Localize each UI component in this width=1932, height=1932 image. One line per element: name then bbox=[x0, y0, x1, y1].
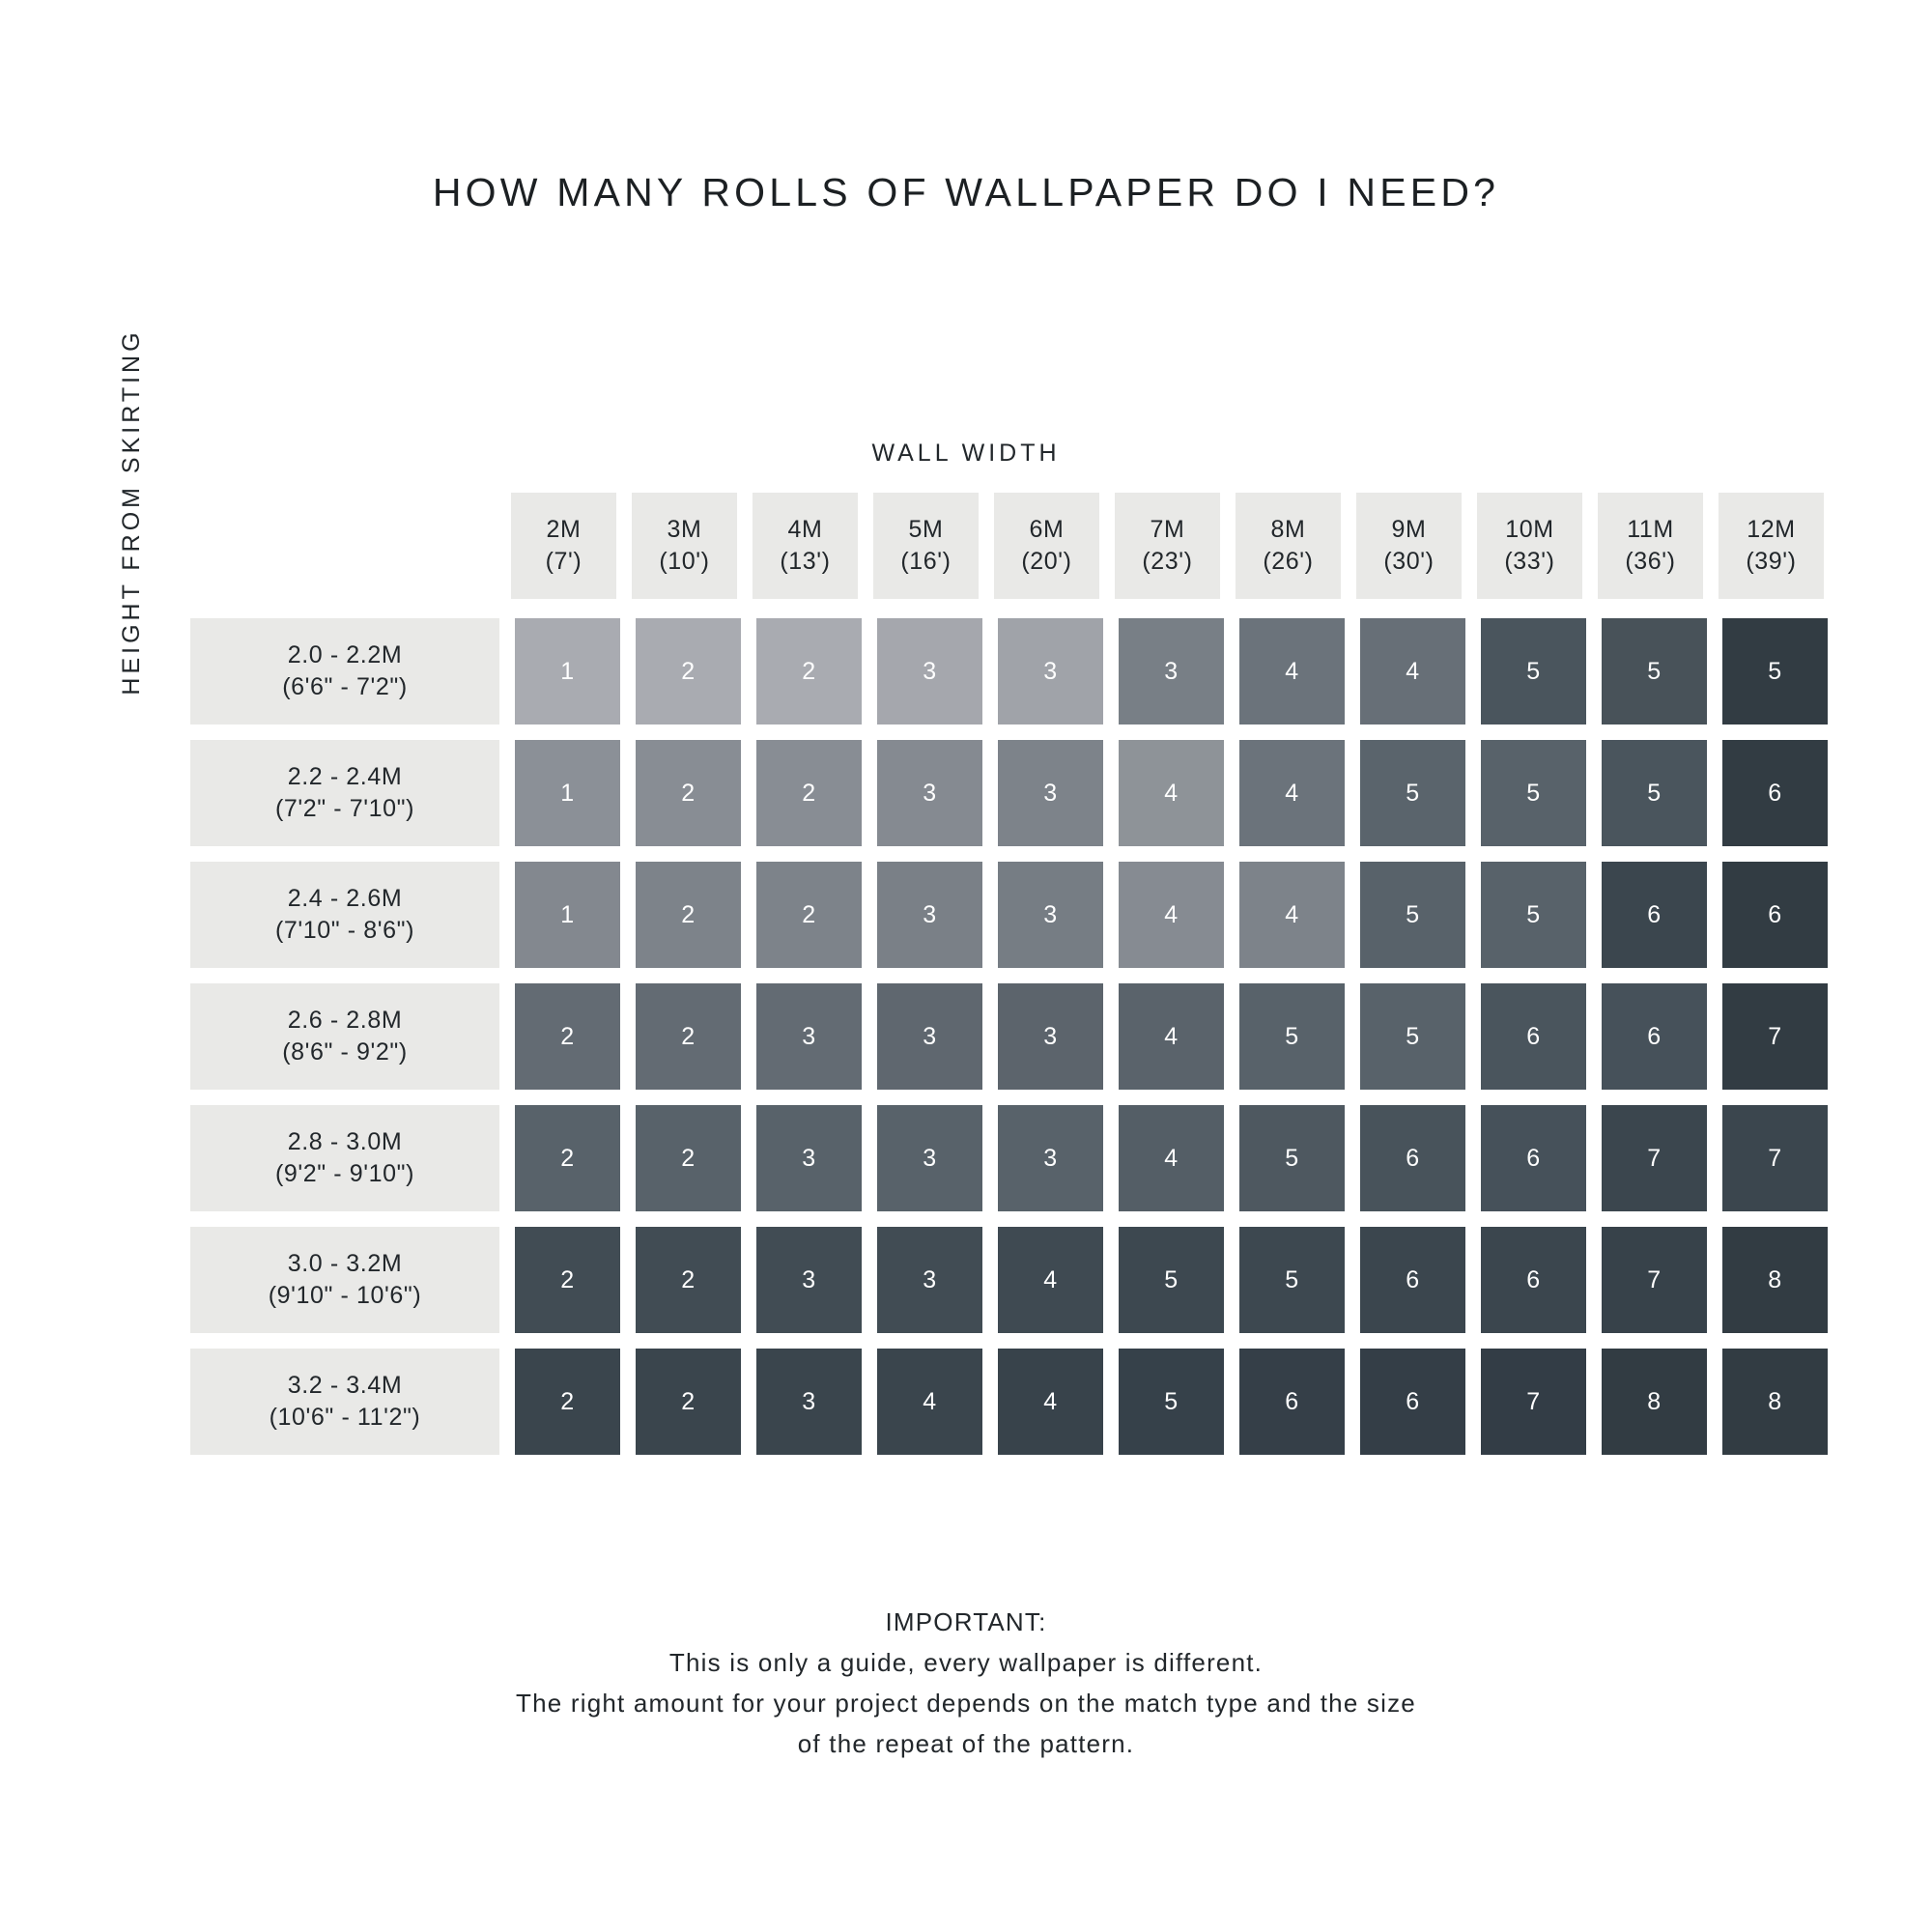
matrix-cell: 4 bbox=[1239, 862, 1345, 968]
matrix-cell: 2 bbox=[756, 618, 862, 724]
table-row bbox=[190, 1105, 1828, 1211]
matrix-cell: 1 bbox=[515, 740, 620, 846]
column-header-imperial: (36') bbox=[1625, 548, 1676, 575]
matrix-cell: 5 bbox=[1119, 1349, 1224, 1455]
matrix-cell: 2 bbox=[636, 1227, 741, 1333]
column-header bbox=[511, 493, 616, 599]
footer-heading: IMPORTANT: bbox=[885, 1607, 1047, 1636]
matrix-cell: 5 bbox=[1481, 862, 1586, 968]
matrix-cell: 2 bbox=[636, 740, 741, 846]
row-header-metric: 3.0 - 3.2M bbox=[287, 1249, 403, 1277]
matrix-cell: 7 bbox=[1722, 983, 1828, 1090]
matrix-cell: 1 bbox=[515, 618, 620, 724]
column-header bbox=[1477, 493, 1582, 599]
matrix-cell: 4 bbox=[1360, 618, 1465, 724]
matrix-cell: 4 bbox=[998, 1227, 1103, 1333]
matrix-cell: 8 bbox=[1722, 1227, 1828, 1333]
matrix-cell: 4 bbox=[1119, 983, 1224, 1090]
column-header-row bbox=[511, 493, 1824, 599]
matrix-cell: 2 bbox=[636, 1105, 741, 1211]
matrix-cell: 7 bbox=[1602, 1227, 1707, 1333]
matrix-cell: 6 bbox=[1602, 862, 1707, 968]
matrix-rows bbox=[190, 618, 1828, 1470]
matrix-cell: 6 bbox=[1360, 1349, 1465, 1455]
matrix-cell: 3 bbox=[998, 862, 1103, 968]
matrix-cell: 3 bbox=[756, 983, 862, 1090]
matrix-cell: 7 bbox=[1722, 1105, 1828, 1211]
matrix-cell: 1 bbox=[515, 862, 620, 968]
column-header-imperial: (10') bbox=[659, 548, 710, 575]
column-header-imperial: (26') bbox=[1263, 548, 1314, 575]
matrix-cell: 6 bbox=[1481, 1227, 1586, 1333]
matrix-cell: 4 bbox=[1119, 1105, 1224, 1211]
column-header-metric: 4M bbox=[787, 516, 823, 543]
row-header-metric: 2.4 - 2.6M bbox=[287, 884, 403, 912]
column-header-metric: 10M bbox=[1505, 516, 1554, 543]
matrix-cell: 3 bbox=[756, 1349, 862, 1455]
matrix-cell: 8 bbox=[1722, 1349, 1828, 1455]
matrix-cell: 2 bbox=[515, 1349, 620, 1455]
matrix-cell: 3 bbox=[998, 618, 1103, 724]
matrix-cell: 2 bbox=[636, 618, 741, 724]
matrix-cell: 5 bbox=[1119, 1227, 1224, 1333]
matrix-cell: 2 bbox=[636, 1349, 741, 1455]
column-header-metric: 2M bbox=[546, 516, 582, 543]
column-header-metric: 11M bbox=[1627, 516, 1674, 543]
row-header-imperial: (10'6" - 11'2") bbox=[269, 1404, 421, 1431]
row-header bbox=[190, 1227, 499, 1333]
matrix-cell: 2 bbox=[515, 1105, 620, 1211]
matrix-cell: 4 bbox=[1119, 740, 1224, 846]
column-header-metric: 6M bbox=[1029, 516, 1065, 543]
column-header-imperial: (13') bbox=[780, 548, 831, 575]
matrix-cell: 3 bbox=[877, 983, 982, 1090]
matrix-cell: 5 bbox=[1360, 740, 1465, 846]
row-header bbox=[190, 983, 499, 1090]
footer-line-3: of the repeat of the pattern. bbox=[797, 1729, 1135, 1759]
row-header-metric: 2.6 - 2.8M bbox=[287, 1006, 403, 1034]
matrix-cell: 4 bbox=[1239, 740, 1345, 846]
column-header bbox=[1356, 493, 1462, 599]
matrix-cell: 6 bbox=[1722, 862, 1828, 968]
column-header-imperial: (30') bbox=[1383, 548, 1435, 575]
matrix-cell: 3 bbox=[756, 1105, 862, 1211]
row-header-imperial: (6'6" - 7'2") bbox=[282, 673, 408, 700]
table-row bbox=[190, 1349, 1828, 1455]
row-header-imperial: (7'2" - 7'10") bbox=[274, 795, 415, 822]
column-header-metric: 7M bbox=[1150, 516, 1185, 543]
column-header-imperial: (33') bbox=[1504, 548, 1555, 575]
matrix-cell: 3 bbox=[998, 1105, 1103, 1211]
matrix-cell: 3 bbox=[877, 1227, 982, 1333]
table-row bbox=[190, 1227, 1828, 1333]
matrix-cell: 5 bbox=[1602, 618, 1707, 724]
column-header-imperial: (20') bbox=[1021, 548, 1072, 575]
row-header-metric: 2.8 - 3.0M bbox=[287, 1127, 403, 1155]
matrix-cell: 3 bbox=[1119, 618, 1224, 724]
y-axis-label: HEIGHT FROM SKIRTING bbox=[118, 328, 145, 696]
matrix-cell: 4 bbox=[1119, 862, 1224, 968]
matrix-cell: 5 bbox=[1602, 740, 1707, 846]
page-title: HOW MANY ROLLS OF WALLPAPER DO I NEED? bbox=[432, 170, 1500, 214]
matrix-cell: 8 bbox=[1602, 1349, 1707, 1455]
matrix-cell: 6 bbox=[1722, 740, 1828, 846]
column-header bbox=[1719, 493, 1824, 599]
column-header-imperial: (23') bbox=[1142, 548, 1193, 575]
column-header-metric: 3M bbox=[667, 516, 702, 543]
matrix-cell: 3 bbox=[877, 1105, 982, 1211]
matrix-cell: 2 bbox=[636, 862, 741, 968]
column-header-metric: 8M bbox=[1270, 516, 1306, 543]
column-header bbox=[1115, 493, 1220, 599]
row-header bbox=[190, 1105, 499, 1211]
matrix-cell: 3 bbox=[998, 983, 1103, 1090]
matrix-cell: 2 bbox=[515, 1227, 620, 1333]
matrix-cell: 3 bbox=[756, 1227, 862, 1333]
row-header-imperial: (9'2" - 9'10") bbox=[274, 1160, 415, 1187]
matrix-cell: 4 bbox=[1239, 618, 1345, 724]
column-header bbox=[753, 493, 858, 599]
matrix-cell: 5 bbox=[1481, 740, 1586, 846]
matrix-cell: 3 bbox=[877, 740, 982, 846]
column-header bbox=[873, 493, 979, 599]
column-header bbox=[632, 493, 737, 599]
matrix-cell: 5 bbox=[1360, 983, 1465, 1090]
matrix-cell: 7 bbox=[1481, 1349, 1586, 1455]
footer-note bbox=[0, 1602, 1932, 1764]
matrix-cell: 2 bbox=[515, 983, 620, 1090]
row-header bbox=[190, 618, 499, 724]
matrix-cell: 6 bbox=[1602, 983, 1707, 1090]
table-row bbox=[190, 740, 1828, 846]
matrix-cell: 5 bbox=[1722, 618, 1828, 724]
matrix-cell: 4 bbox=[998, 1349, 1103, 1455]
matrix-cell: 6 bbox=[1481, 983, 1586, 1090]
column-header-metric: 12M bbox=[1747, 516, 1796, 543]
matrix-cell: 6 bbox=[1481, 1105, 1586, 1211]
matrix-cell: 4 bbox=[877, 1349, 982, 1455]
matrix-cell: 3 bbox=[877, 862, 982, 968]
matrix-cell: 7 bbox=[1602, 1105, 1707, 1211]
matrix-cell: 5 bbox=[1239, 983, 1345, 1090]
column-header-metric: 9M bbox=[1391, 516, 1427, 543]
table-row bbox=[190, 618, 1828, 724]
matrix-cell: 2 bbox=[636, 983, 741, 1090]
row-header bbox=[190, 1349, 499, 1455]
row-header bbox=[190, 740, 499, 846]
column-header-imperial: (16') bbox=[900, 548, 952, 575]
table-row bbox=[190, 983, 1828, 1090]
footer-line-2: The right amount for your project depends on the match type and the size bbox=[516, 1689, 1416, 1719]
matrix-cell: 5 bbox=[1481, 618, 1586, 724]
row-header-imperial: (7'10" - 8'6") bbox=[274, 917, 415, 944]
footer-line-1: This is only a guide, every wallpaper is different. bbox=[668, 1648, 1264, 1678]
matrix-cell: 6 bbox=[1239, 1349, 1345, 1455]
matrix-cell: 2 bbox=[756, 740, 862, 846]
column-header bbox=[1598, 493, 1703, 599]
matrix-cell: 6 bbox=[1360, 1227, 1465, 1333]
column-header-metric: 5M bbox=[908, 516, 944, 543]
row-header-imperial: (8'6" - 9'2") bbox=[282, 1038, 408, 1065]
column-header bbox=[994, 493, 1099, 599]
row-header-metric: 2.2 - 2.4M bbox=[287, 762, 403, 790]
matrix-cell: 2 bbox=[756, 862, 862, 968]
matrix-cell: 6 bbox=[1360, 1105, 1465, 1211]
matrix-cell: 3 bbox=[877, 618, 982, 724]
column-header-imperial: (39') bbox=[1746, 548, 1797, 575]
row-header-metric: 2.0 - 2.2M bbox=[287, 640, 403, 668]
row-header bbox=[190, 862, 499, 968]
matrix-cell: 5 bbox=[1360, 862, 1465, 968]
table-row bbox=[190, 862, 1828, 968]
row-header-imperial: (9'10" - 10'6") bbox=[268, 1282, 422, 1309]
x-axis-label: WALL WIDTH bbox=[871, 440, 1061, 467]
column-header bbox=[1236, 493, 1341, 599]
matrix-cell: 5 bbox=[1239, 1105, 1345, 1211]
matrix-cell: 5 bbox=[1239, 1227, 1345, 1333]
row-header-metric: 3.2 - 3.4M bbox=[287, 1371, 403, 1399]
column-header-imperial: (7') bbox=[545, 548, 582, 575]
matrix-cell: 3 bbox=[998, 740, 1103, 846]
